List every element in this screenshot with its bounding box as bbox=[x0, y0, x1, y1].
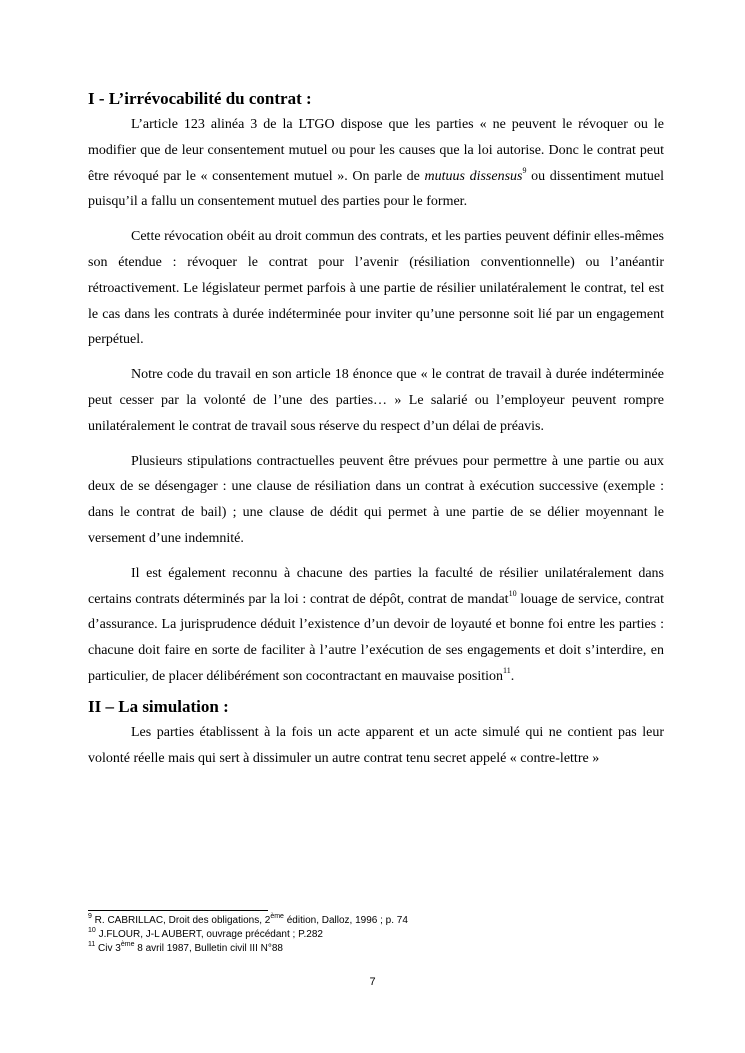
text-run: . bbox=[510, 668, 515, 684]
footnote-separator bbox=[88, 910, 268, 911]
section-1-paragraph-3: Notre code du travail en son article 18 énonce que « le contrat de travail à durée indéterminée peut cesser par la volonté de l’une des parties… » Le salarié ou l’employeur peuvent rompre unilatéralement le contrat de travail sous réserve du respect d’un délai de préavis. bbox=[88, 367, 664, 434]
footnote-number: 9 bbox=[88, 913, 92, 920]
footnote-superscript: ème bbox=[270, 913, 284, 920]
section-1-paragraph-2: Cette révocation obéit au droit commun des contrats, et les parties peuvent définir elles-mêmes son étendue : révoquer le contrat pour l’avenir (résiliation conventionnelle) ou l’anéantir rétroactivement. Le législateur permet parfois à une partie de résilier unilatéralement le contrat, tel est le cas dans les contrats à durée indéterminée pour inviter qu’une personne soit lié par un engagement perpétuel. bbox=[88, 229, 664, 348]
section-1-paragraph-1 bbox=[88, 112, 664, 215]
footnote-9 bbox=[88, 914, 668, 928]
footnote-text: 8 avril 1987, Bulletin civil III N°88 bbox=[134, 943, 283, 954]
footnote-ref-10[interactable]: 10 bbox=[508, 588, 517, 598]
section-1-heading: I - L’irrévocabilité du contrat : bbox=[88, 89, 312, 108]
section-2-heading: II – La simulation : bbox=[88, 696, 229, 716]
footnote-text: J.FLOUR, J-L AUBERT, ouvrage précédant ; P.282 bbox=[95, 929, 323, 940]
page-body bbox=[88, 86, 664, 771]
page-number: 7 bbox=[369, 976, 376, 988]
text-run: louage de service, contrat d’assurance. La jurisprudence déduit l’existence d’un devoir de loyauté et bonne foi entre les parties : chacune doit faire en sorte de faciliter à l’autre l’exécution de ses engagements et doit s’interdire, en particulier, de placer délibérément son cocontractant en mauvaise position bbox=[88, 591, 664, 684]
latin-term: mutuus dissensus bbox=[424, 168, 523, 184]
text-run: Il est également reconnu à chacune des parties la faculté de résilier unilatéralement dans certains contrats déterminés par la loi : contrat de dépôt, contrat de mandat bbox=[88, 565, 664, 607]
text-run: ou dissentiment mutuel puisqu’il a fallu un consentement mutuel des parties pour le former. bbox=[88, 168, 664, 210]
footnote-10 bbox=[88, 928, 668, 942]
footnote-text: édition, Dalloz, 1996 ; p. 74 bbox=[283, 915, 408, 926]
footnote-text: R. CABRILLAC, Droit des obligations, 2 bbox=[91, 915, 271, 926]
section-1-paragraph-4: Plusieurs stipulations contractuelles peuvent être prévues pour permettre à une partie ou aux deux de se désengager : une clause de résiliation dans un contrat à exécution successive (exemple : dans le contrat de bail) ; une clause de dédit qui permet à une partie de se délier moyennant le versement d’une indemnité. bbox=[88, 453, 664, 546]
footnote-text: Civ 3 bbox=[95, 943, 121, 954]
footnotes bbox=[88, 914, 668, 956]
footnote-number: 11 bbox=[88, 941, 96, 948]
footnote-number: 10 bbox=[88, 927, 96, 934]
footnote-11 bbox=[88, 942, 668, 956]
footnote-superscript: ème bbox=[120, 941, 135, 948]
section-1-paragraph-5 bbox=[88, 561, 664, 690]
section-2-paragraph-1: Les parties établissent à la fois un acte apparent et un acte simulé qui ne contient pas leur volonté réelle mais qui sert à dissimuler un autre contrat tenu secret appelé « contre-lettre » bbox=[88, 724, 664, 766]
text-run: L’article 123 alinéa 3 de la LTGO dispose que les parties « ne peuvent le révoquer ou le modifier que de leur consentement mutuel ou pour les causes que la loi autorise. Donc le contrat peut être révoqué par le « consentement mutuel ». On parle de bbox=[88, 117, 664, 184]
footnote-ref-11[interactable]: 11 bbox=[503, 665, 511, 675]
footnote-ref-9[interactable]: 9 bbox=[522, 165, 527, 175]
